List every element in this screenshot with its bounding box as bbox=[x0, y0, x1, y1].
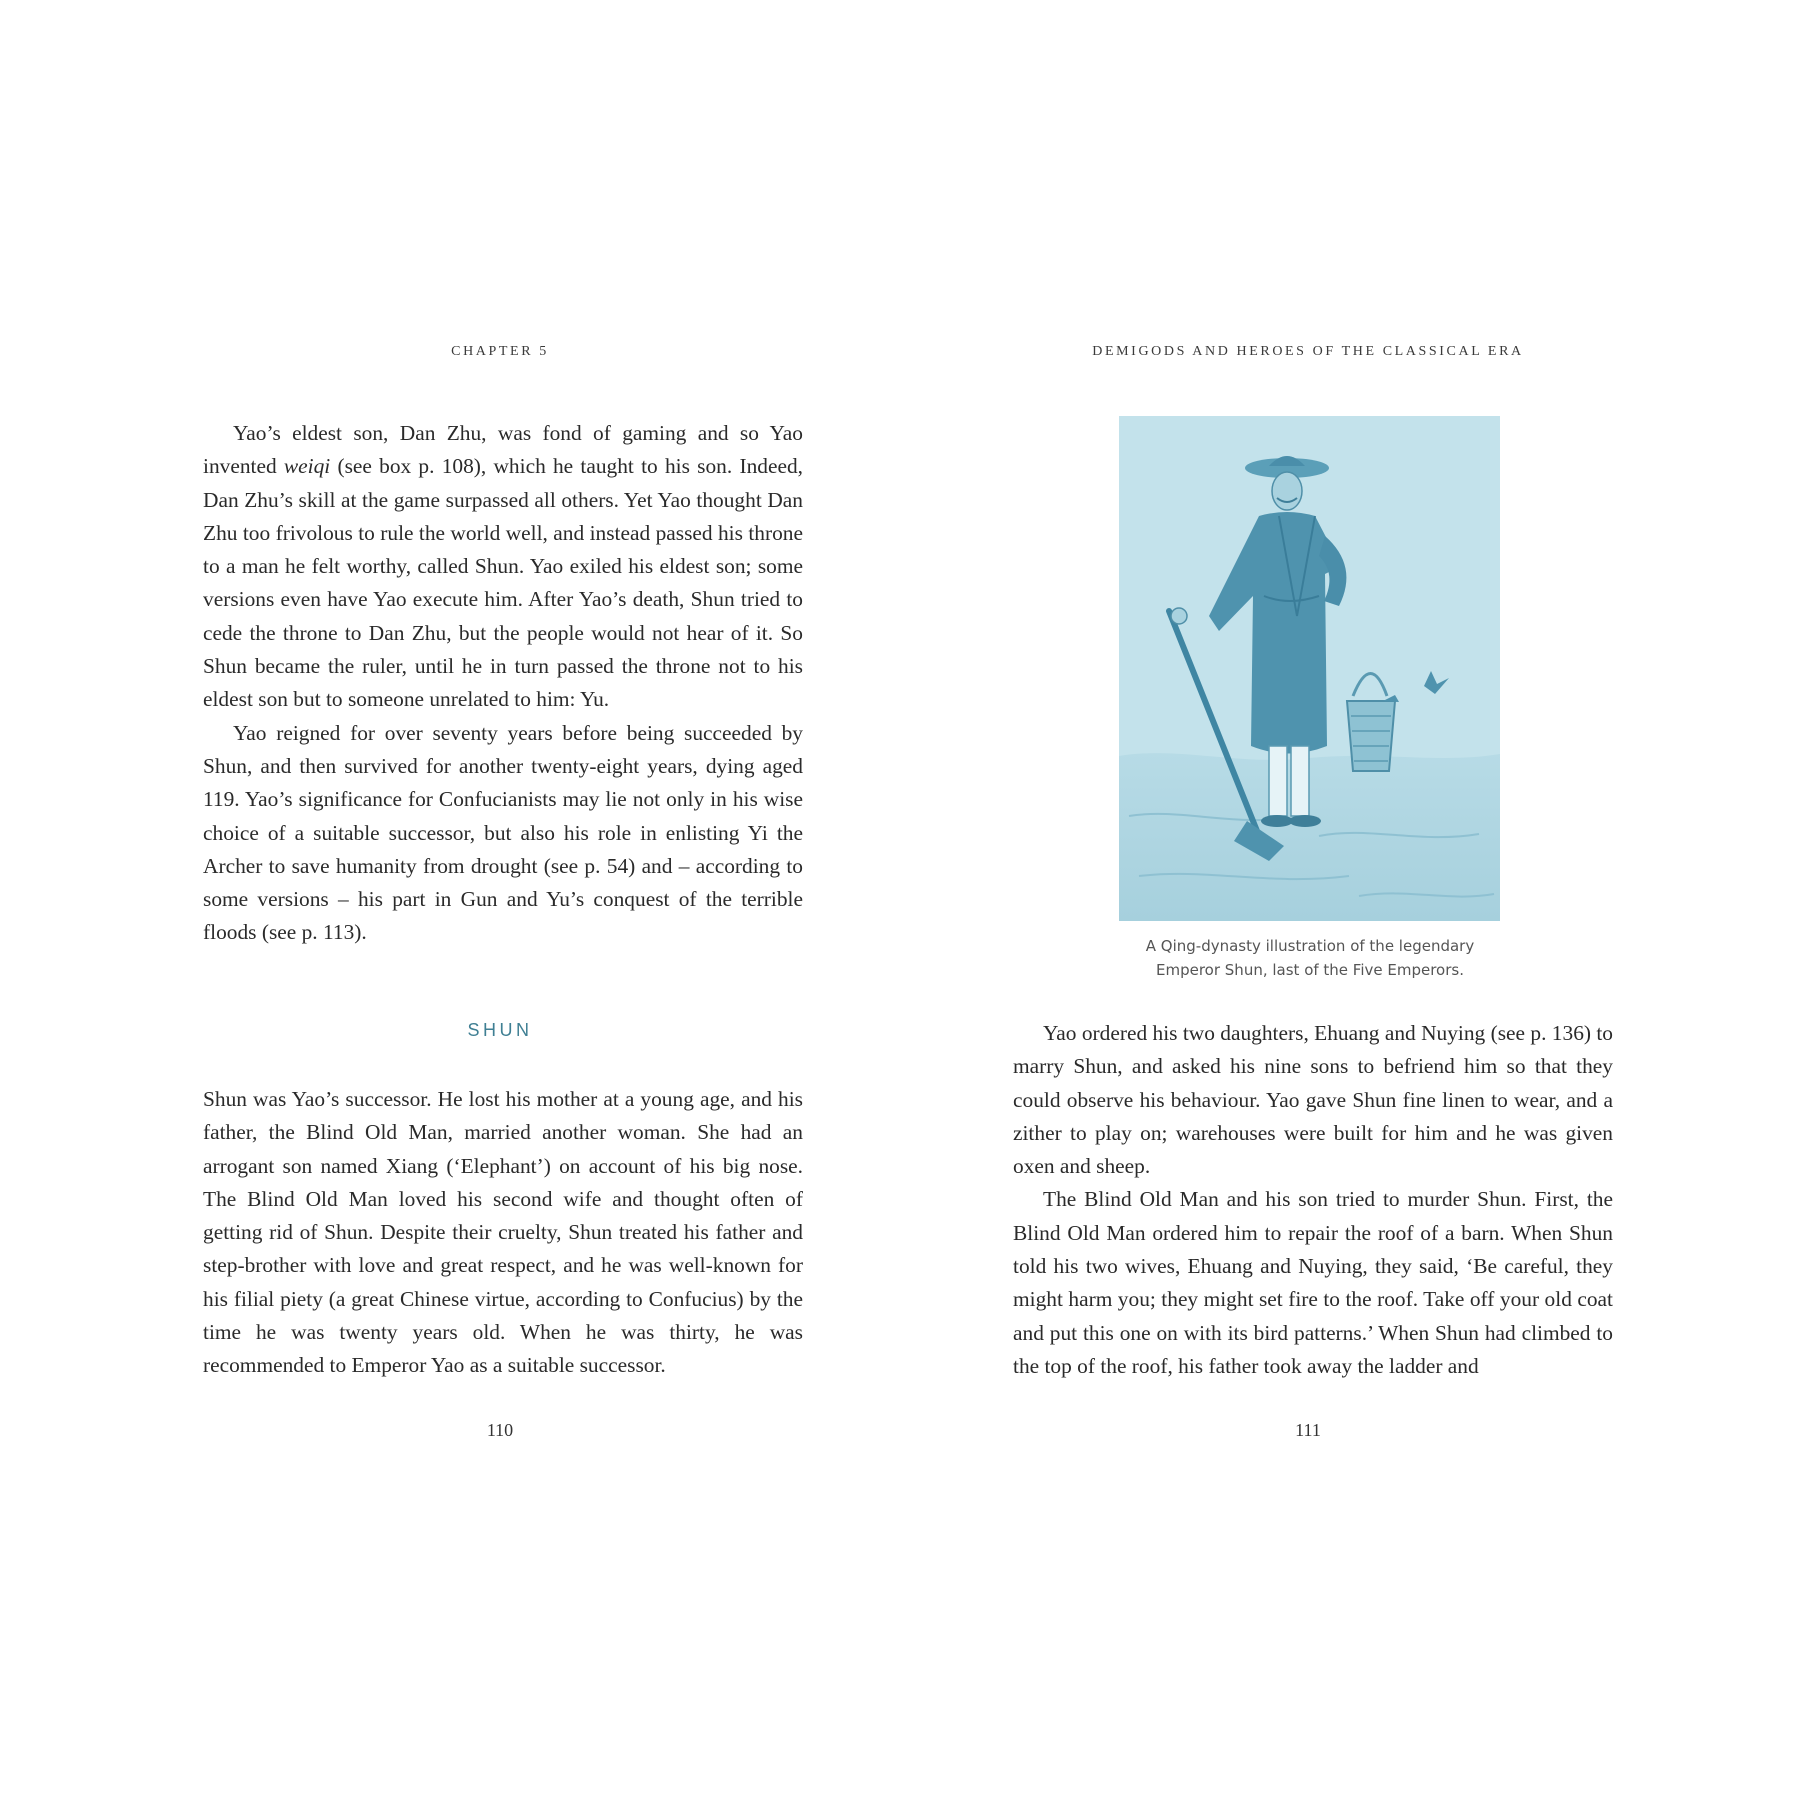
paragraph-text: Yao’s eldest son, Dan Zhu, was fond of gaming and so Yao invented bbox=[203, 421, 803, 479]
paragraph-text: (see box p. 108), which he taught to his son. Indeed, Dan Zhu’s skill at the game surpassed all others. Yet Yao thought Dan Zhu too frivolous to rule the world well, and instead passed his throne to a man he felt worthy, called Shun. Yao exiled his eldest son; some versions even have Yao execute him. After Yao’s death, Shun tried to cede the throne to Dan Zhu, but the people would not hear of it. So Shun became the ruler, until he in turn passed the throne not to his eldest son but to someone unrelated to him: Yu. bbox=[203, 454, 803, 712]
caption-line-1: A Qing-dynasty illustration of the legendary bbox=[1145, 937, 1475, 955]
paragraph-shun: Shun was Yao’s successor. He lost his mother at a young age, and his father, the Blind Old Man, married another woman. She had an arrogant son named Xiang (‘Elephant’) on account of his big nose. The Blind Old Man loved his second wife and thought often of getting rid of Shun. Despite their cruelty, Shun treated his father and step-brother with love and great respect, and he was well-known for his filial piety (a great Chinese virtue, according to Confucius) by the time he was twenty years old. When he was thirty, he was recommended to Emperor Yao as a suitable successor. bbox=[203, 1087, 803, 1378]
left-column-top bbox=[203, 417, 803, 950]
paragraph-yao-daughters: Yao ordered his two daughters, Ehuang and Nuying (see p. 136) to marry Shun, and asked his nine sons to befriend him so that they could observe his behaviour. Yao gave Shun fine linen to wear, and a zither to play on; warehouses were built for him and he was given oxen and sheep. bbox=[1013, 1021, 1613, 1179]
running-head-left: CHAPTER 5 bbox=[451, 344, 549, 359]
emperor-shun-illustration bbox=[1119, 416, 1500, 921]
paragraph-dan-zhu bbox=[203, 417, 803, 717]
right-column bbox=[1013, 1017, 1613, 1383]
caption-line-2: Emperor Shun, last of the Five Emperors. bbox=[1156, 961, 1464, 979]
page-number-left: 110 bbox=[486, 1420, 514, 1440]
figure-caption bbox=[1060, 934, 1560, 982]
paragraph-yao-reign: Yao reigned for over seventy years before being succeeded by Shun, and then survived for another twenty-eight years, dying aged 119. Yao’s significance for Confucianists may lie not only in his wise choice of a suitable successor, but also his role in enlisting Yi the Archer to save humanity from drought (see p. 54) and – according to some versions – his part in Gun and Yu’s conquest of the terrible floods (see p. 113). bbox=[203, 720, 803, 945]
page-number-right: 111 bbox=[1295, 1420, 1321, 1440]
running-head-right: DEMIGODS AND HEROES OF THE CLASSICAL ERA bbox=[1092, 344, 1524, 359]
italic-term: weiqi bbox=[283, 454, 331, 479]
emperor-shun-icon bbox=[1119, 416, 1500, 921]
paragraph-murder-attempt: The Blind Old Man and his son tried to murder Shun. First, the Blind Old Man ordered him to repair the roof of a barn. When Shun told his two wives, Ehuang and Nuying, they said, ‘Be careful, they might harm you; they might set fire to the roof. Take off your old coat and put this one on with its bird patterns.’ When Shun had climbed to the top of the roof, his father took away the ladder and bbox=[1013, 1187, 1613, 1378]
section-heading-shun: SHUN bbox=[467, 1020, 533, 1040]
left-column-bottom bbox=[203, 1083, 803, 1383]
